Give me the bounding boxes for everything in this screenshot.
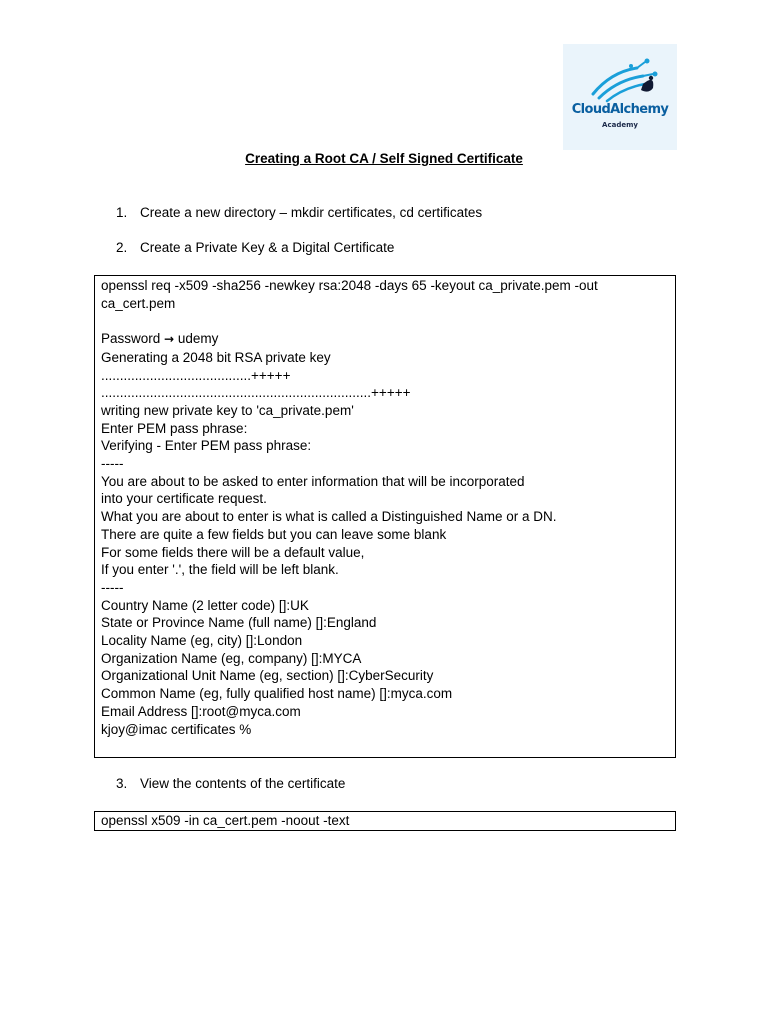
terminal-output — [101, 349, 669, 738]
cloudalchemy-logo — [563, 44, 677, 150]
command-output-box — [94, 275, 676, 758]
output-line: ........................................+++++ — [101, 367, 291, 383]
output-line: For some fields there will be a default value, — [101, 544, 365, 560]
output-line: Email Address []:root@myca.com — [101, 703, 301, 719]
output-line: into your certificate request. — [101, 491, 267, 507]
output-line: writing new private key to 'ca_private.pem' — [101, 402, 354, 418]
output-line: If you enter '.', the field will be left blank. — [101, 562, 339, 578]
output-line: Organization Name (eg, company) []:MYCA — [101, 650, 362, 666]
output-line: You are about to be asked to enter information that will be incorporated — [101, 473, 525, 489]
output-line: There are quite a few fields but you can leave some blank — [101, 526, 447, 542]
password-value: udemy — [177, 331, 219, 347]
step-2 — [116, 240, 394, 255]
output-line: Enter PEM pass phrase: — [101, 420, 248, 436]
output-line: Country Name (2 letter code) []:UK — [101, 597, 309, 613]
output-line: Locality Name (eg, city) []:London — [101, 633, 303, 649]
command-text: openssl req -x509 -sha256 -newkey rsa:2048 -days 65 -keyout ca_private.pem -out ca_cert.pem — [101, 278, 598, 311]
logo-wordmark: CloudAlchemy — [571, 102, 669, 117]
output-line: ----- — [101, 456, 124, 472]
output-line: Generating a 2048 bit RSA private key — [101, 349, 331, 365]
step-1 — [116, 205, 482, 220]
step-text: View the contents of the certificate — [140, 776, 346, 791]
output-line: ........................................................................+++++ — [101, 385, 411, 401]
step-number: 3. — [116, 776, 128, 791]
output-line: Common Name (eg, fully qualified host name) []:myca.com — [101, 686, 453, 702]
output-line: Organizational Unit Name (eg, section) []:CyberSecurity — [101, 668, 434, 684]
logo-subtitle: Academy — [602, 121, 638, 129]
command-box-view — [94, 811, 676, 831]
output-line: kjoy@imac certificates % — [101, 721, 252, 737]
step-number: 1. — [116, 205, 128, 220]
output-line: ----- — [101, 579, 124, 595]
password-label: Password — [101, 331, 161, 347]
command-text: openssl x509 -in ca_cert.pem -noout -text — [101, 813, 350, 828]
output-line: What you are about to enter is what is called a Distinguished Name or a DN. — [101, 509, 557, 525]
output-line: State or Province Name (full name) []:England — [101, 615, 377, 631]
step-text: Create a Private Key & a Digital Certificate — [140, 240, 395, 255]
blank-line — [101, 312, 669, 330]
password-line — [101, 330, 669, 349]
step-3 — [116, 776, 345, 791]
step-text: Create a new directory – mkdir certificates, cd certificates — [140, 205, 483, 220]
right-arrow-icon: → — [164, 332, 175, 347]
cloud-circuit-icon — [563, 44, 677, 104]
step-number: 2. — [116, 240, 128, 255]
output-line: Verifying - Enter PEM pass phrase: — [101, 438, 312, 454]
document-title: Creating a Root CA / Self Signed Certificate — [245, 151, 523, 166]
